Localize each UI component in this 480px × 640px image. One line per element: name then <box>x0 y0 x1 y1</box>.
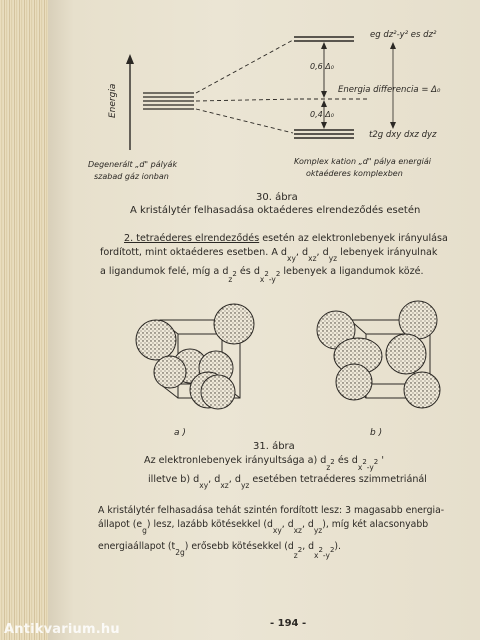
watermark: Antikvarium.hu <box>4 622 120 637</box>
fig30-number: 30. ábra <box>256 192 298 203</box>
right-caption-line-2: oktaéderes komplexben <box>306 169 403 178</box>
left-caption-line-2: szabad gáz ionban <box>94 172 169 181</box>
book-page-edges <box>0 0 48 640</box>
tetrahedral-heading: 2. tetraéderes elrendeződés <box>124 233 260 244</box>
energy-difference-label: Energia differencia = Δ₀ <box>338 85 441 95</box>
para1-line-2: fordított, mint oktaéderes esetben. A $d_{xy}$, $d_{xz}$, $d_{yz}$ lebenyek irányulnak <box>100 247 438 263</box>
left-caption-line-1: Degenerált „d" pályák <box>88 160 178 169</box>
figure-b-orbital-drawing <box>306 294 456 422</box>
para1-line-1: 2. tetraéderes elrendeződés esetén az elektronlebenyek irányulása <box>124 233 448 244</box>
para1-line-3: a ligandumok felé, míg a $d_{z2}$ és $d_{x2-y2}$ lebenyek a ligandumok közé. <box>100 266 424 284</box>
eg-label: eg dz²-y² es dz² <box>370 30 437 40</box>
fig31-number: 31. ábra <box>253 441 295 452</box>
para2-line-2: állapot $(e_g)$ lesz, lazább kötésekkel ($d_{xy}$, $d_{xz}$, $d_{yz}$), míg két alacsonyabb <box>98 519 429 535</box>
right-caption-line-1: Komplex kation „d" pálya energiái <box>294 157 432 166</box>
degenerate-levels <box>143 93 194 109</box>
book-page <box>48 0 480 640</box>
delta-04-label: 0,4 Δ₀ <box>310 110 334 119</box>
dashed-connectors <box>196 40 298 133</box>
para2-line-3: energiaállapot $(t_{2g})$ erősebb kötésekkel ($d_{z2}$, $d_{x2-y2}$). <box>98 541 341 560</box>
fig31-line-2: illetve b) $d_{xy}$, $d_{xz}$, $d_{yz}$ esetében tetraéderes szimmetriánál <box>148 474 427 490</box>
figure-b-label: b ) <box>370 428 383 438</box>
fig31-line-1: Az elektronlebenyek irányultsága a) $d_z2$ és $d_x2_{-y}2$ ' <box>144 455 384 472</box>
t2g-levels <box>294 130 354 138</box>
figure-a-orbital-drawing <box>118 296 268 422</box>
para2-line-1: A kristálytér felhasadása tehát szintén fordított lesz: 3 magasabb energia- <box>98 505 445 516</box>
eg-levels <box>294 37 354 41</box>
figure-a-label: a ) <box>174 428 186 438</box>
fig30-title: A kristálytér felhasadása oktaéderes elrendeződés esetén <box>130 205 421 216</box>
delta-06-label: 0,6 Δ₀ <box>310 62 334 71</box>
page-number: - 194 - <box>270 618 307 629</box>
t2g-label: t2g dxy dxz dyz <box>369 130 437 140</box>
energy-axis-label: Energia <box>108 83 118 118</box>
energy-axis-arrowhead <box>126 54 134 64</box>
